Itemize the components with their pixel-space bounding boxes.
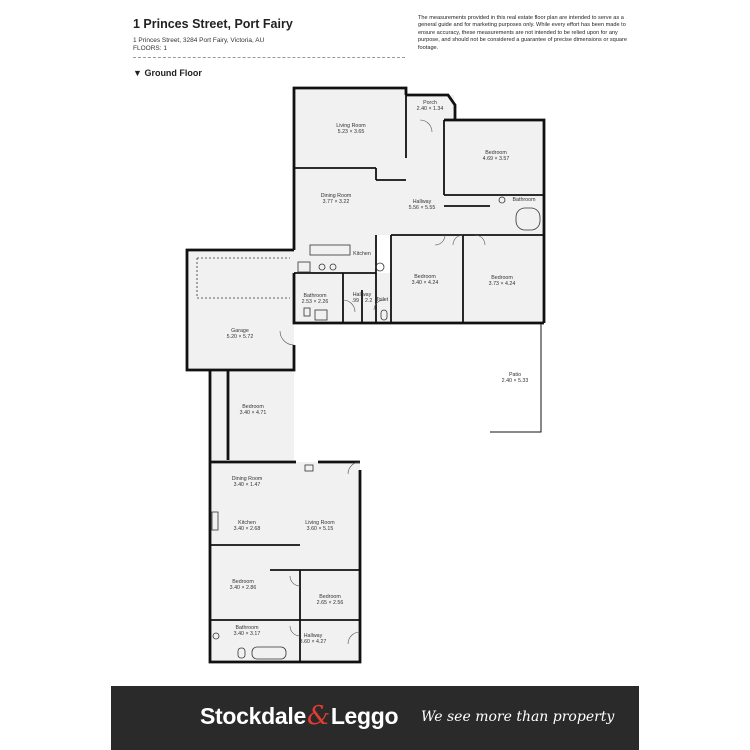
room-dims: 3.40 × 4.24 [411, 280, 439, 286]
address-line: 1 Princes Street, 3284 Port Fairy, Victoria, AU [133, 37, 265, 44]
room-name: Bathroom [512, 197, 536, 203]
disclaimer-text: The measurements provided in this real estate floor plan are intended to serve as a general guide and for marketing purposes only. While every effort has been made to ensure accuracy, these measurements are not intended to be relied upon for any purpose, and should not be considered a guarantee of precise dimensions or square footage. [418, 15, 627, 51]
brand-logo [200, 701, 398, 731]
room-name: Garage [231, 328, 249, 334]
room-dims: 3.60 × 4.27 [299, 639, 327, 645]
room-dims: 2.40 × 1.34 [416, 106, 444, 112]
room-dims: 3.40 × 2.86 [229, 585, 257, 591]
room-name: Patio [508, 372, 522, 378]
room-name: Hallway [412, 199, 432, 205]
brand-ampersand: & [306, 701, 330, 731]
room-name: Bedroom [491, 275, 513, 281]
room-name: Bedroom [242, 404, 264, 410]
room-dims: 5.20 × 5.72 [226, 334, 254, 340]
room-name: Hallway [303, 633, 323, 639]
room-dims: 4.69 × 3.57 [482, 156, 510, 162]
collapse-arrow-icon: ▼ [133, 68, 142, 78]
room-dims: 5.23 × 3.65 [337, 129, 365, 135]
room-name: Hallway [352, 292, 372, 298]
room-name: Living Room [336, 123, 366, 129]
floor-fills [187, 88, 544, 662]
room-name: Bathroom [303, 293, 327, 299]
room-name: Bedroom [485, 150, 507, 156]
room-dims: 2.53 × 2.26 [301, 299, 329, 305]
room-name: Bedroom [414, 274, 436, 280]
room-dims: 3.73 × 4.24 [488, 281, 516, 287]
plan-title: 1 Princes Street, Port Fairy [133, 17, 293, 31]
room-dims: 3.40 × 3.17 [233, 631, 261, 637]
room-name: Living Room [305, 520, 335, 526]
brand-tagline: We see more than property [421, 709, 615, 725]
room-dims: 3.60 × 5.15 [306, 526, 334, 532]
room-name: Dining Room [320, 193, 352, 199]
room-name: Bedroom [319, 594, 341, 600]
room-name: Dining Room [231, 476, 263, 482]
room-name: Kitchen [238, 520, 256, 526]
room-dims: .99 × 2.2 [351, 298, 373, 304]
room-name: Bathroom [235, 625, 259, 631]
fan-icon [376, 263, 384, 271]
room-dims: 3.40 × 2.68 [233, 526, 261, 532]
room-dims: 5.56 × 5.55 [408, 205, 436, 211]
room-name: Kitchen [353, 251, 371, 257]
floors-count: FLOORS: 1 [133, 45, 167, 52]
room-dims: 2.40 × 5.33 [501, 378, 529, 384]
floor-label: Ground Floor [144, 68, 202, 78]
room-name: Porch [423, 100, 437, 106]
brand-name-part1: Stockdale [200, 703, 306, 729]
room-dims: 3.40 × 4.71 [239, 410, 267, 416]
room-name: Bedroom [232, 579, 254, 585]
brand-name-part2: Leggo [330, 703, 399, 729]
room-name: Toilet [375, 297, 389, 303]
room-dims: 3.77 × 3.22 [322, 199, 350, 205]
room-dims: 2.65 × 2.56 [316, 600, 344, 606]
room-dims: 3.40 × 1.47 [233, 482, 261, 488]
